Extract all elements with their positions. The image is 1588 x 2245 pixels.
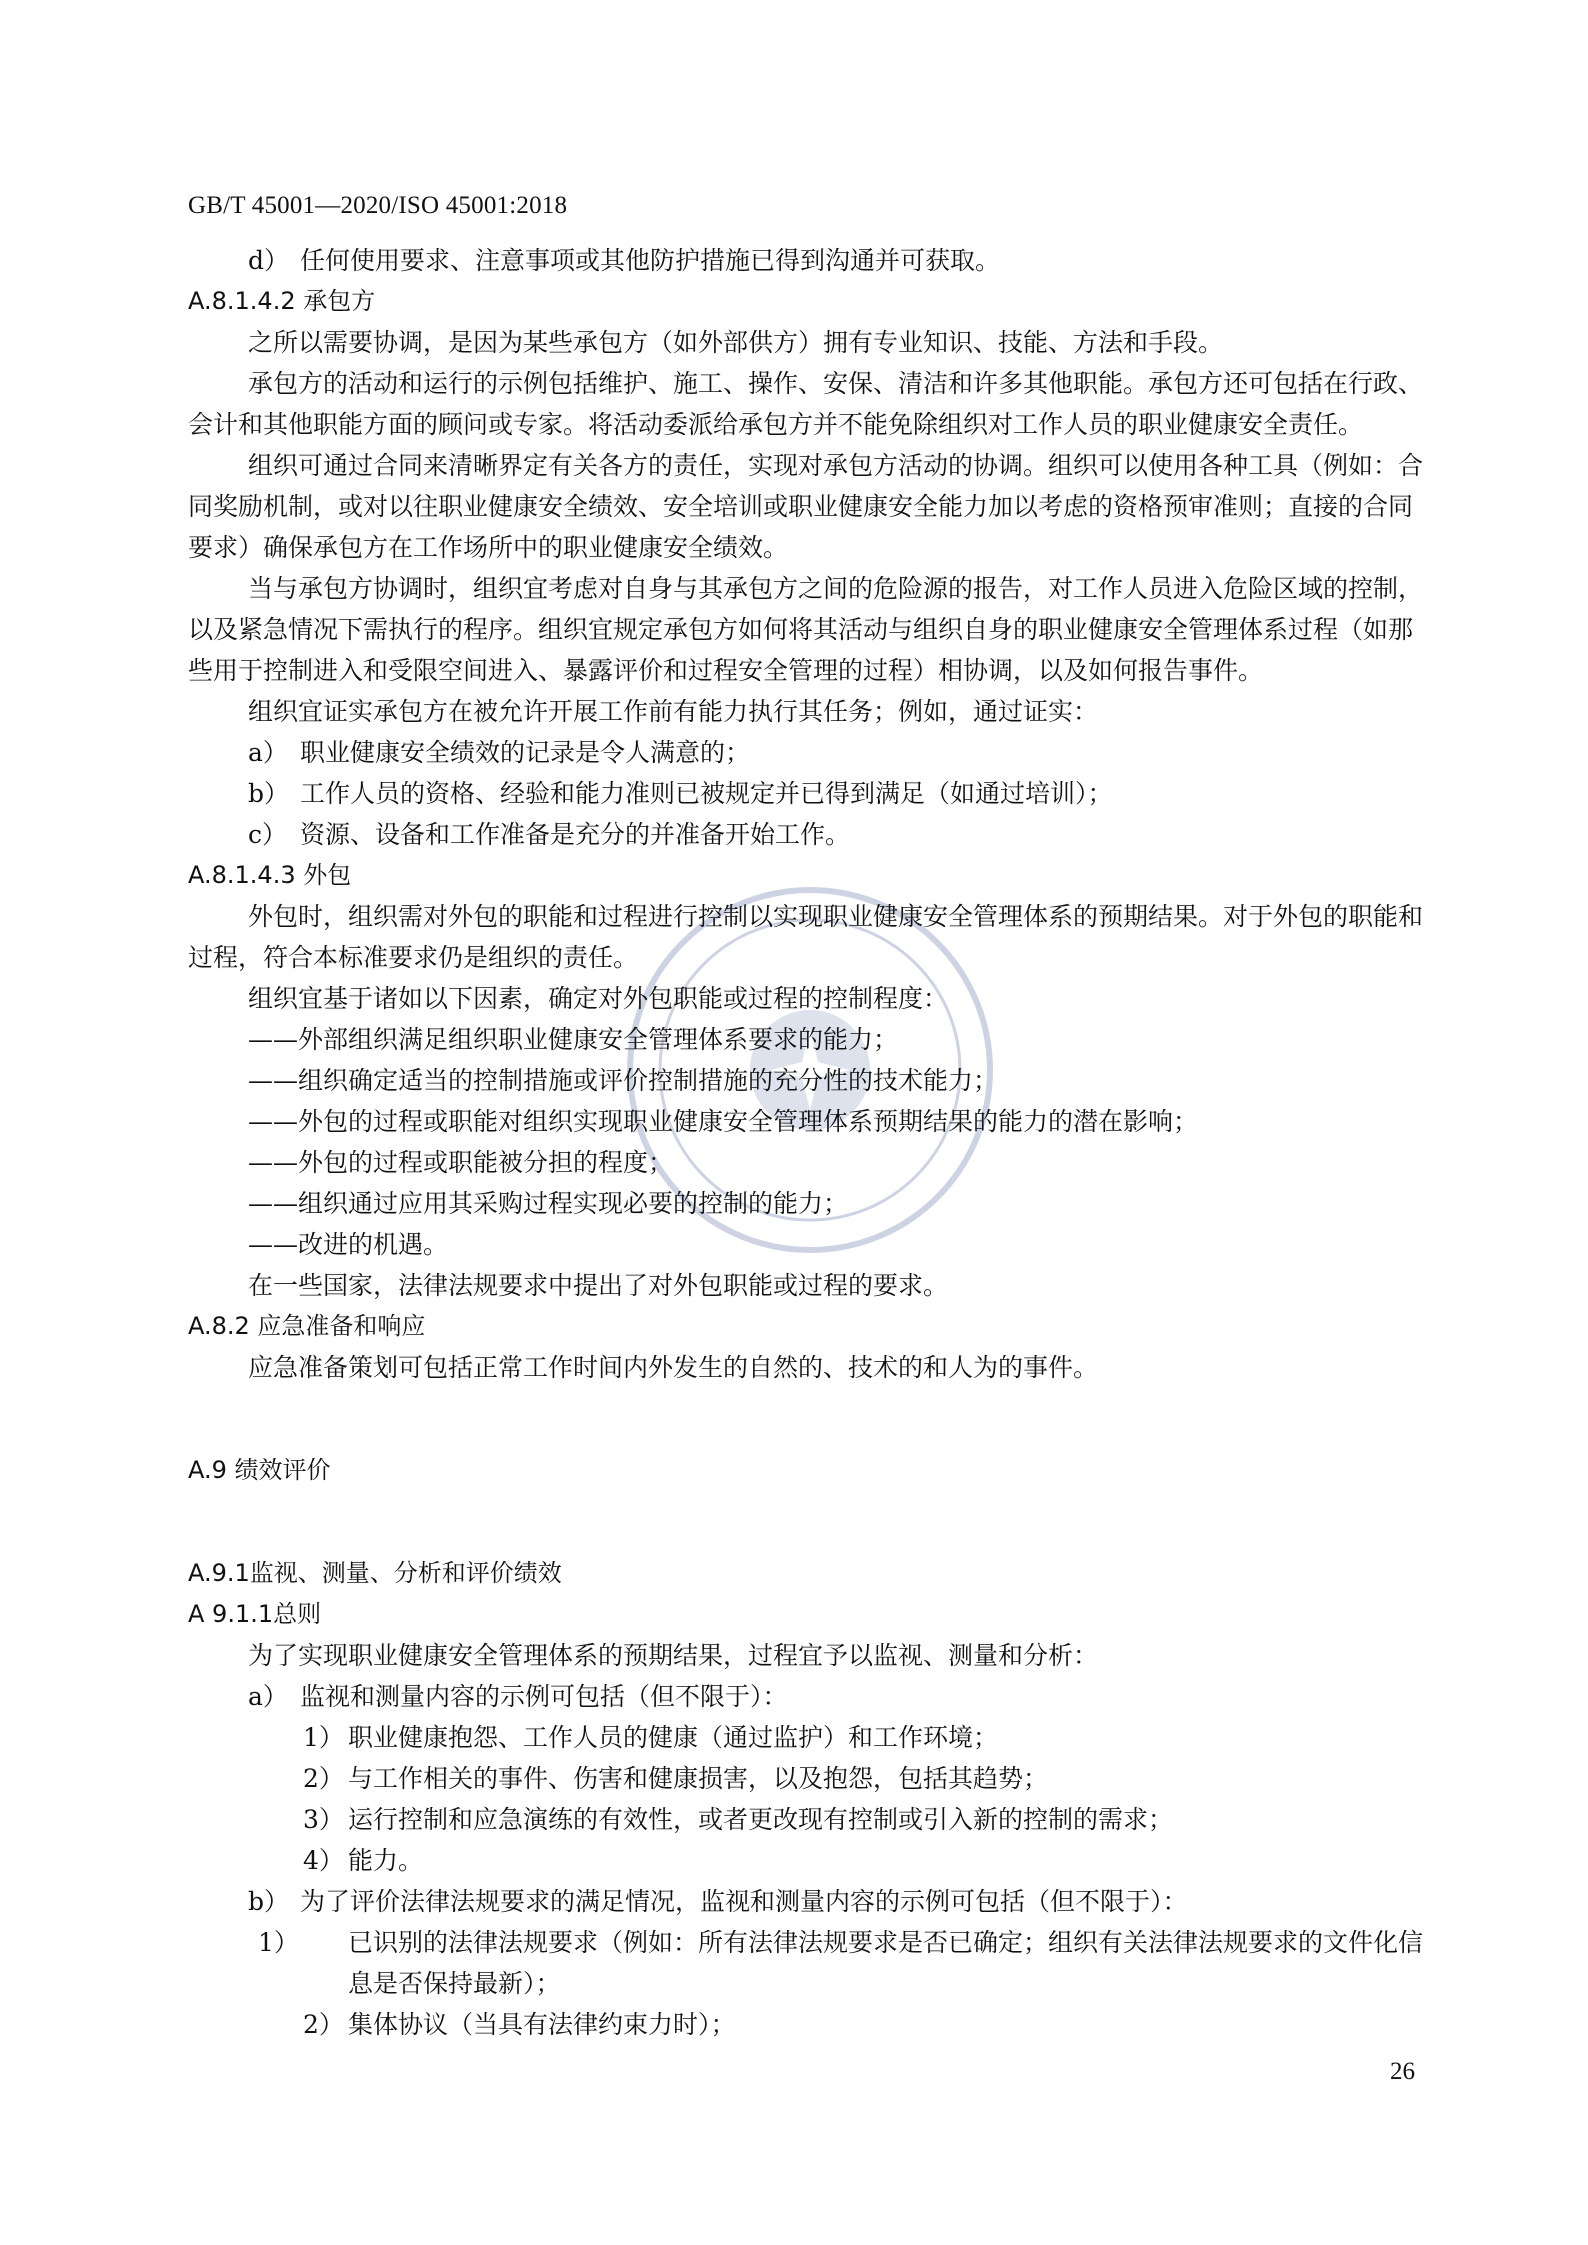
list-marker: a） [248,1682,288,1711]
list-marker: c） [248,820,288,849]
paragraph: ——改进的机遇。 [248,1230,449,1259]
section-heading: A.9.1监视、测量、分析和评价绩效 [188,1559,562,1587]
list-item-text: 任何使用要求、注意事项或其他防护措施已得到沟通并可获取。 [300,246,1001,275]
list-item-text: 监视和测量内容的示例可包括（但不限于）： [300,1682,788,1711]
list-item [188,1922,1428,2004]
list-item-text: 运行控制和应急演练的有效性，或者更改现有控制或引入新的控制的需求； [348,1805,1174,1834]
list-item-text: 集体协议（当具有法律约束力时）； [348,2010,736,2039]
standard-header: GB/T 45001—2020/ISO 45001:2018 [188,192,568,219]
document-body [188,240,1428,2045]
list-item [188,1717,1428,1758]
list-item [188,240,1428,281]
list-marker: 1） [303,1723,344,1752]
list-item-text: 已识别的法律法规要求（例如：所有法律法规要求是否已确定；组织有关法律法规要求的文件化信息是否保持最新）； [348,1928,1424,1998]
list-marker: d） [248,246,290,275]
list-marker: 4） [303,1846,344,1875]
spacer [188,1404,1428,1434]
list-marker: 2） [303,2010,344,2039]
list-item [188,1676,1428,1717]
list-item [188,1881,1428,1922]
paragraph: ——组织确定适当的控制措施或评价控制措施的充分性的技术能力； [248,1066,999,1095]
paragraph: 组织可通过合同来清晰界定有关各方的责任，实现对承包方活动的协调。组织可以使用各种工具（例如：合同奖励机制，或对以往职业健康安全绩效、安全培训或职业健康安全能力加以考虑的资格预审准则；直接的合同要求）确保承包方在工作场所中的职业健康安全绩效。 [188,451,1424,562]
paragraph: 应急准备策划可包括正常工作时间内外发生的自然的、技术的和人为的事件。 [248,1353,1099,1382]
list-item [188,732,1428,773]
list-item-text: 与工作相关的事件、伤害和健康损害，以及抱怨，包括其趋势； [348,1764,1049,1793]
section-heading: A.8.2 应急准备和响应 [188,1312,426,1340]
page-number: 26 [1390,2058,1415,2085]
list-marker: b） [248,779,290,808]
paragraph: 承包方的活动和运行的示例包括维护、施工、操作、安保、清洁和许多其他职能。承包方还可包括在行政、会计和其他职能方面的顾问或专家。将活动委派给承包方并不能免除组织对工作人员的职业健康安全责任。 [188,369,1424,439]
list-marker: b） [248,1887,290,1916]
list-item [188,773,1428,814]
paragraph: 为了实现职业健康安全管理体系的预期结果，过程宜予以监视、测量和分析： [248,1641,1099,1670]
list-item [188,1799,1428,1840]
paragraph: 组织宜基于诸如以下因素，确定对外包职能或过程的控制程度： [248,984,949,1013]
list-marker: a） [248,738,288,767]
list-marker: 3） [303,1805,344,1834]
list-item [188,1758,1428,1799]
paragraph: 外包时，组织需对外包的职能和过程进行控制以实现职业健康安全管理体系的预期结果。对于外包的职能和过程，符合本标准要求仍是组织的责任。 [188,902,1424,972]
list-item-text: 能力。 [348,1846,424,1875]
section-heading: A.9 绩效评价 [188,1456,331,1484]
section-heading: A 9.1.1总则 [188,1600,322,1628]
list-item [188,814,1428,855]
list-item-text: 为了评价法律法规要求的满足情况，监视和测量内容的示例可包括（但不限于）： [300,1887,1188,1916]
list-item-text: 职业健康安全绩效的记录是令人满意的； [300,738,751,767]
paragraph: ——组织通过应用其采购过程实现必要的控制的能力； [248,1189,849,1218]
list-marker: 2） [303,1764,344,1793]
list-item-text: 职业健康抱怨、工作人员的健康（通过监护）和工作环境； [348,1723,999,1752]
paragraph: ——外包的过程或职能被分担的程度； [248,1148,674,1177]
list-item-text: 工作人员的资格、经验和能力准则已被规定并已得到满足（如通过培训）； [300,779,1113,808]
list-item [188,2004,1428,2045]
section-heading: A.8.1.4.3 外包 [188,861,352,889]
spacer [188,1507,1428,1537]
paragraph: 当与承包方协调时，组织宜考虑对自身与其承包方之间的危险源的报告，对工作人员进入危险区域的控制，以及紧急情况下需执行的程序。组织宜规定承包方如何将其活动与组织自身的职业健康安全管理体系过程（如那些用于控制进入和受限空间进入、暴露评价和过程安全管理的过程）相协调，以及如何报告事件。 [188,574,1424,685]
section-heading: A.8.1.4.2 承包方 [188,287,376,315]
list-item-text: 资源、设备和工作准备是充分的并准备开始工作。 [300,820,851,849]
paragraph: ——外部组织满足组织职业健康安全管理体系要求的能力； [248,1025,899,1054]
list-marker: 1） [258,1928,299,1957]
paragraph: 之所以需要协调，是因为某些承包方（如外部供方）拥有专业知识、技能、方法和手段。 [248,328,1224,357]
list-item [188,1840,1428,1881]
paragraph: 组织宜证实承包方在被允许开展工作前有能力执行其任务；例如，通过证实： [248,697,1099,726]
paragraph: ——外包的过程或职能对组织实现职业健康安全管理体系预期结果的能力的潜在影响； [248,1107,1199,1136]
paragraph: 在一些国家，法律法规要求中提出了对外包职能或过程的要求。 [248,1271,949,1300]
